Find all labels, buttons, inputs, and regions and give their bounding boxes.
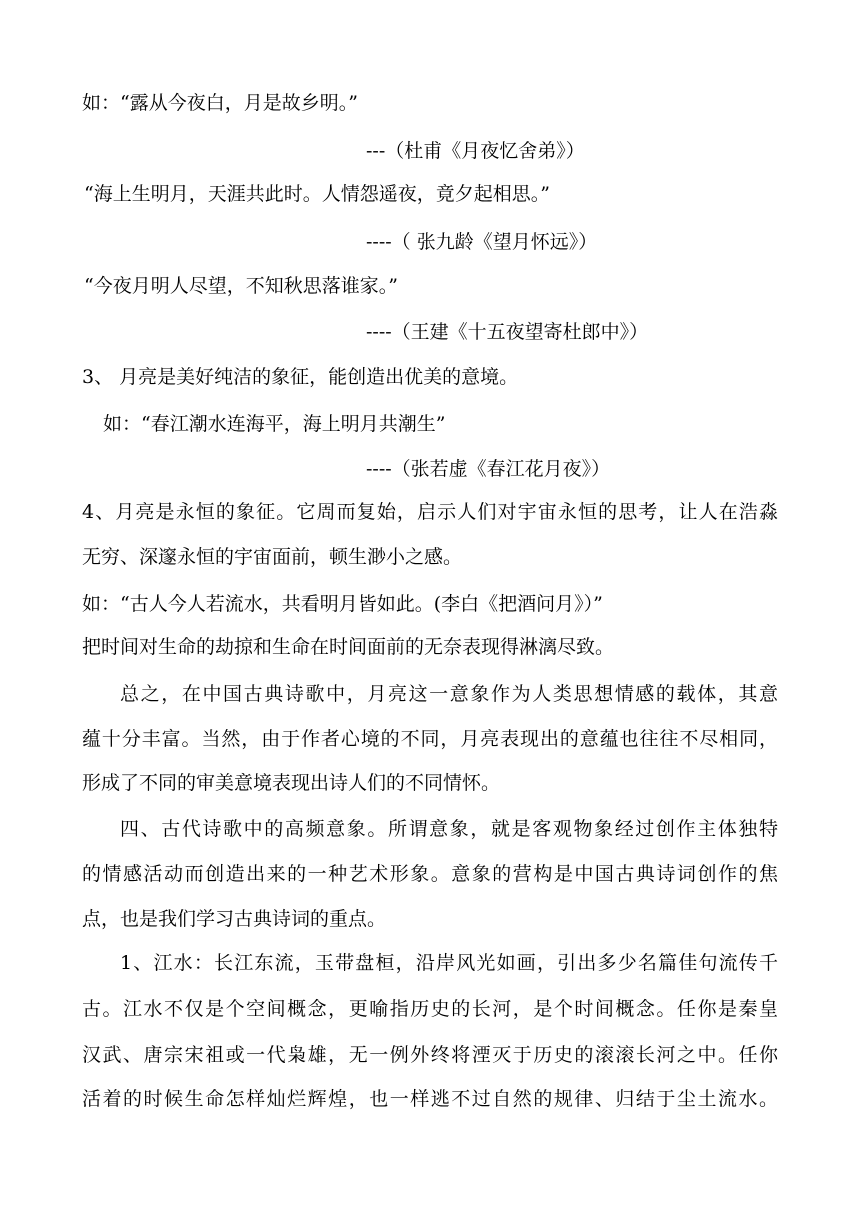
citation-wangjian: ----（王建《十五夜望寄杜郎中》） <box>366 321 649 343</box>
summary-line-3: 形成了不同的审美意境表现出诗人们的不同情怀。 <box>82 772 501 794</box>
point-3-heading: 3、 月亮是美好纯洁的象征，能创造出优美的意境。 <box>82 366 519 388</box>
example-quote-dufu: 如：“露从今夜白，月是故乡明。” <box>82 92 358 114</box>
river-line-3: 汉武、唐宗宋祖或一代枭雄，无一例外终将湮灭于历史的滚滚长河之中。任你 <box>82 1044 778 1066</box>
summary-line-1: 总之，在中国古典诗歌中，月亮这一意象作为人类思想情感的载体，其意 <box>120 683 778 705</box>
quote-wangjian: “今夜月明人尽望，不知秋思落谁家。” <box>84 275 398 297</box>
quote-zhangjiuling: “海上生明月，天涯共此时。人情怨遥夜，竟夕起相思。” <box>84 183 550 205</box>
libai-commentary: 把时间对生命的劫掠和生命在时间面前的无奈表现得淋漓尽致。 <box>82 636 615 658</box>
summary-line-2: 蕴十分丰富。当然，由于作者心境的不同，月亮表现出的意蕴也往往不尽相同， <box>82 728 778 750</box>
point-4-line-2: 无穷、深邃永恒的宇宙面前，顿生渺小之感。 <box>82 546 463 568</box>
citation-zhangjiuling: ----（ 张九龄《望月怀远》） <box>366 231 598 253</box>
example-quote-libai: 如：“古人今人若流水，共看明月皆如此。(李白《把酒问月》）” <box>82 593 603 615</box>
citation-zhangruoxu: ----（张若虚《春江花月夜》） <box>366 458 611 480</box>
section-4-line-3: 点，也是我们学习古典诗词的重点。 <box>82 908 387 930</box>
citation-dufu: ---（杜甫《月夜忆舍弟》） <box>366 140 585 162</box>
river-line-2: 古。江水不仅是个空间概念，更喻指历史的长河，是个时间概念。任你是秦皇 <box>82 998 778 1020</box>
river-line-4: 活着的时候生命怎样灿烂辉煌，也一样逃不过自然的规律、归结于尘土流水。 <box>82 1088 778 1110</box>
point-4-line-1: 4、月亮是永恒的象征。它周而复始，启示人们对宇宙永恒的思考，让人在浩淼 <box>82 501 778 523</box>
section-4-line-2: 的情感活动而创造出来的一种艺术形象。意象的营构是中国古典诗词创作的焦 <box>82 863 778 885</box>
example-quote-zhangruoxu: 如：“春江潮水连海平，海上明月共潮生” <box>103 413 446 435</box>
river-line-1: 1、江水：长江东流，玉带盘桓，沿岸风光如画，引出多少名篇佳句流传千 <box>120 952 778 974</box>
section-4-line-1: 四、古代诗歌中的高频意象。所谓意象，就是客观物象经过创作主体独特 <box>120 818 778 840</box>
